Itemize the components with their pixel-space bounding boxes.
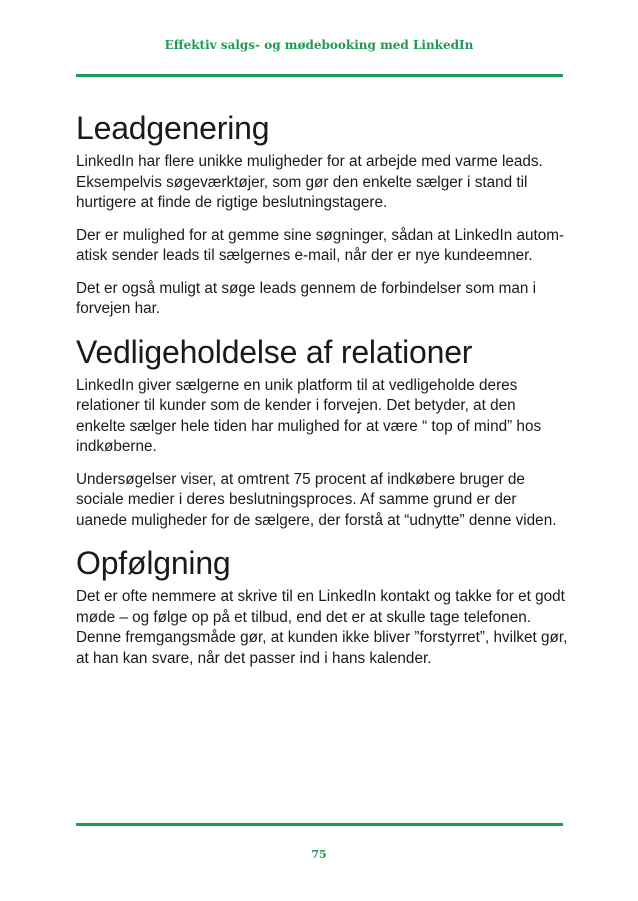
section-opfolgning — [76, 543, 568, 669]
footer-divider — [76, 823, 563, 826]
header-divider — [76, 74, 563, 77]
paragraph: LinkedIn giver sælgerne en unik platform til at vedligeholde deres relationer til kunder som de kender i forvejen. Det betyder, at den enkelte sælger hele tiden har mulighed for at være “ top of mind” hos indkøberne. — [76, 376, 542, 455]
paragraph: Der er mulighed for at gemme sine søgninger, sådan at LinkedIn autom-atisk sender leads til sælgernes e-mail, når der er nye kundeemner. — [76, 226, 565, 264]
section-title: Leadgenering — [76, 110, 270, 146]
page-body — [76, 108, 568, 681]
paragraph: LinkedIn har flere unikke muligheder for at arbejde med varme leads. Eksempelvis søgeværktøjer, som gør den enkelte sælger i stand til hurtigere at finde de rigtige beslutningstagere. — [76, 153, 543, 211]
section-title: Vedligeholdelse af relationer — [76, 333, 473, 370]
paragraph: Det er ofte nemmere at skrive til en LinkedIn kontakt og takke for et godt møde – og følge op på et tilbud, end det er at skulle tage telefonen. Denne fremgangsmåde gør, at kunden ikke bliver ”forstyrret”, hvilket gør, at han kan svare, når det passer ind i hans kalender. — [76, 588, 568, 667]
section-leadgenering — [76, 108, 568, 320]
page-number: 75 — [311, 848, 327, 861]
paragraph: Det er også muligt at søge leads gennem de forbindelser som man i forvejen har. — [76, 279, 536, 317]
paragraph: Undersøgelser viser, at omtrent 75 procent af indkøbere bruger de sociale medier i deres beslutningsproces. Af samme grund er der uanede muligheder for de sælgere, der forstå at “udnytte” denne viden. — [76, 470, 557, 529]
running-header: Effektiv salgs- og mødebooking med LinkedIn — [164, 38, 474, 52]
section-title: Opfølgning — [76, 545, 231, 581]
section-vedligeholdelse — [76, 332, 568, 532]
